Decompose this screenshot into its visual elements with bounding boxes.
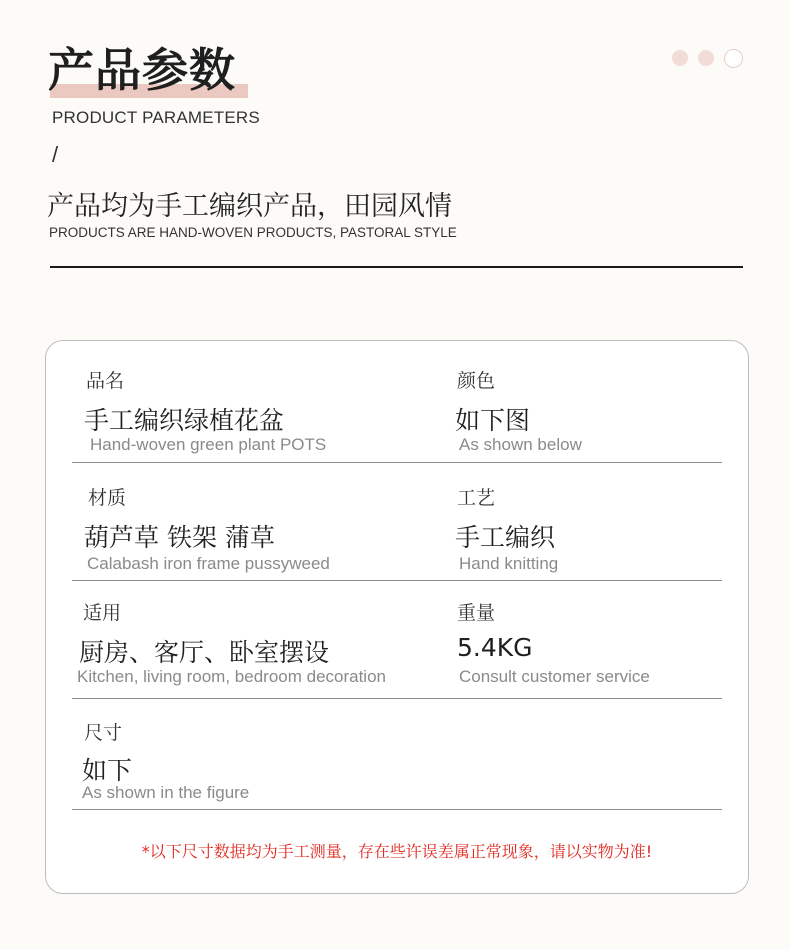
row-divider xyxy=(72,698,722,699)
param-label-name: 品名 xyxy=(86,370,125,392)
measurement-note: *以下尺寸数据均为手工测量，存在些许误差属正常现象，请以实物为准! xyxy=(141,842,653,861)
dot-icon xyxy=(698,50,714,66)
param-value-name-en: Hand-woven green plant POTS xyxy=(90,435,327,454)
param-value-weight: 5.4KG xyxy=(457,633,533,662)
page-title-en: PRODUCT PARAMETERS xyxy=(52,108,260,127)
dot-icon xyxy=(672,50,688,66)
param-value-usage-en: Kitchen, living room, bedroom decoration xyxy=(77,667,386,686)
param-value-size-en: As shown in the figure xyxy=(82,783,250,802)
param-value-color: 如下图 xyxy=(455,406,531,435)
decorative-dots xyxy=(672,50,743,68)
param-label-craft: 工艺 xyxy=(457,487,496,509)
param-value-usage: 厨房、客厅、卧室摆设 xyxy=(79,638,330,667)
param-value-color-en: As shown below xyxy=(459,435,582,454)
param-value-weight-en: Consult customer service xyxy=(459,667,650,686)
param-label-size: 尺寸 xyxy=(84,722,123,744)
row-divider xyxy=(72,580,722,581)
param-value-material: 葫芦草 铁架 蒲草 xyxy=(84,523,275,552)
row-divider xyxy=(72,809,722,810)
subtitle-cn: 产品均为手工编织产品，田园风情 xyxy=(47,191,452,222)
param-value-material-en: Calabash iron frame pussyweed xyxy=(87,554,330,573)
slash-divider: / xyxy=(52,142,59,167)
subtitle-en: PRODUCTS ARE HAND-WOVEN PRODUCTS, PASTORAL STYLE xyxy=(49,225,457,240)
param-label-material: 材质 xyxy=(88,487,127,509)
param-value-name: 手工编织绿植花盆 xyxy=(84,406,285,435)
dot-outline-icon xyxy=(724,49,743,68)
row-divider xyxy=(72,462,722,463)
title-block xyxy=(48,40,236,100)
parameters-card xyxy=(45,340,749,894)
param-label-color: 颜色 xyxy=(457,370,496,392)
page-title: 产品参数 xyxy=(48,43,236,97)
header-divider xyxy=(50,266,743,268)
param-value-size: 如下 xyxy=(82,756,133,785)
param-value-craft-en: Hand knitting xyxy=(459,554,559,573)
param-label-weight: 重量 xyxy=(457,602,496,624)
param-value-craft: 手工编织 xyxy=(455,523,556,552)
param-label-usage: 适用 xyxy=(83,602,122,624)
